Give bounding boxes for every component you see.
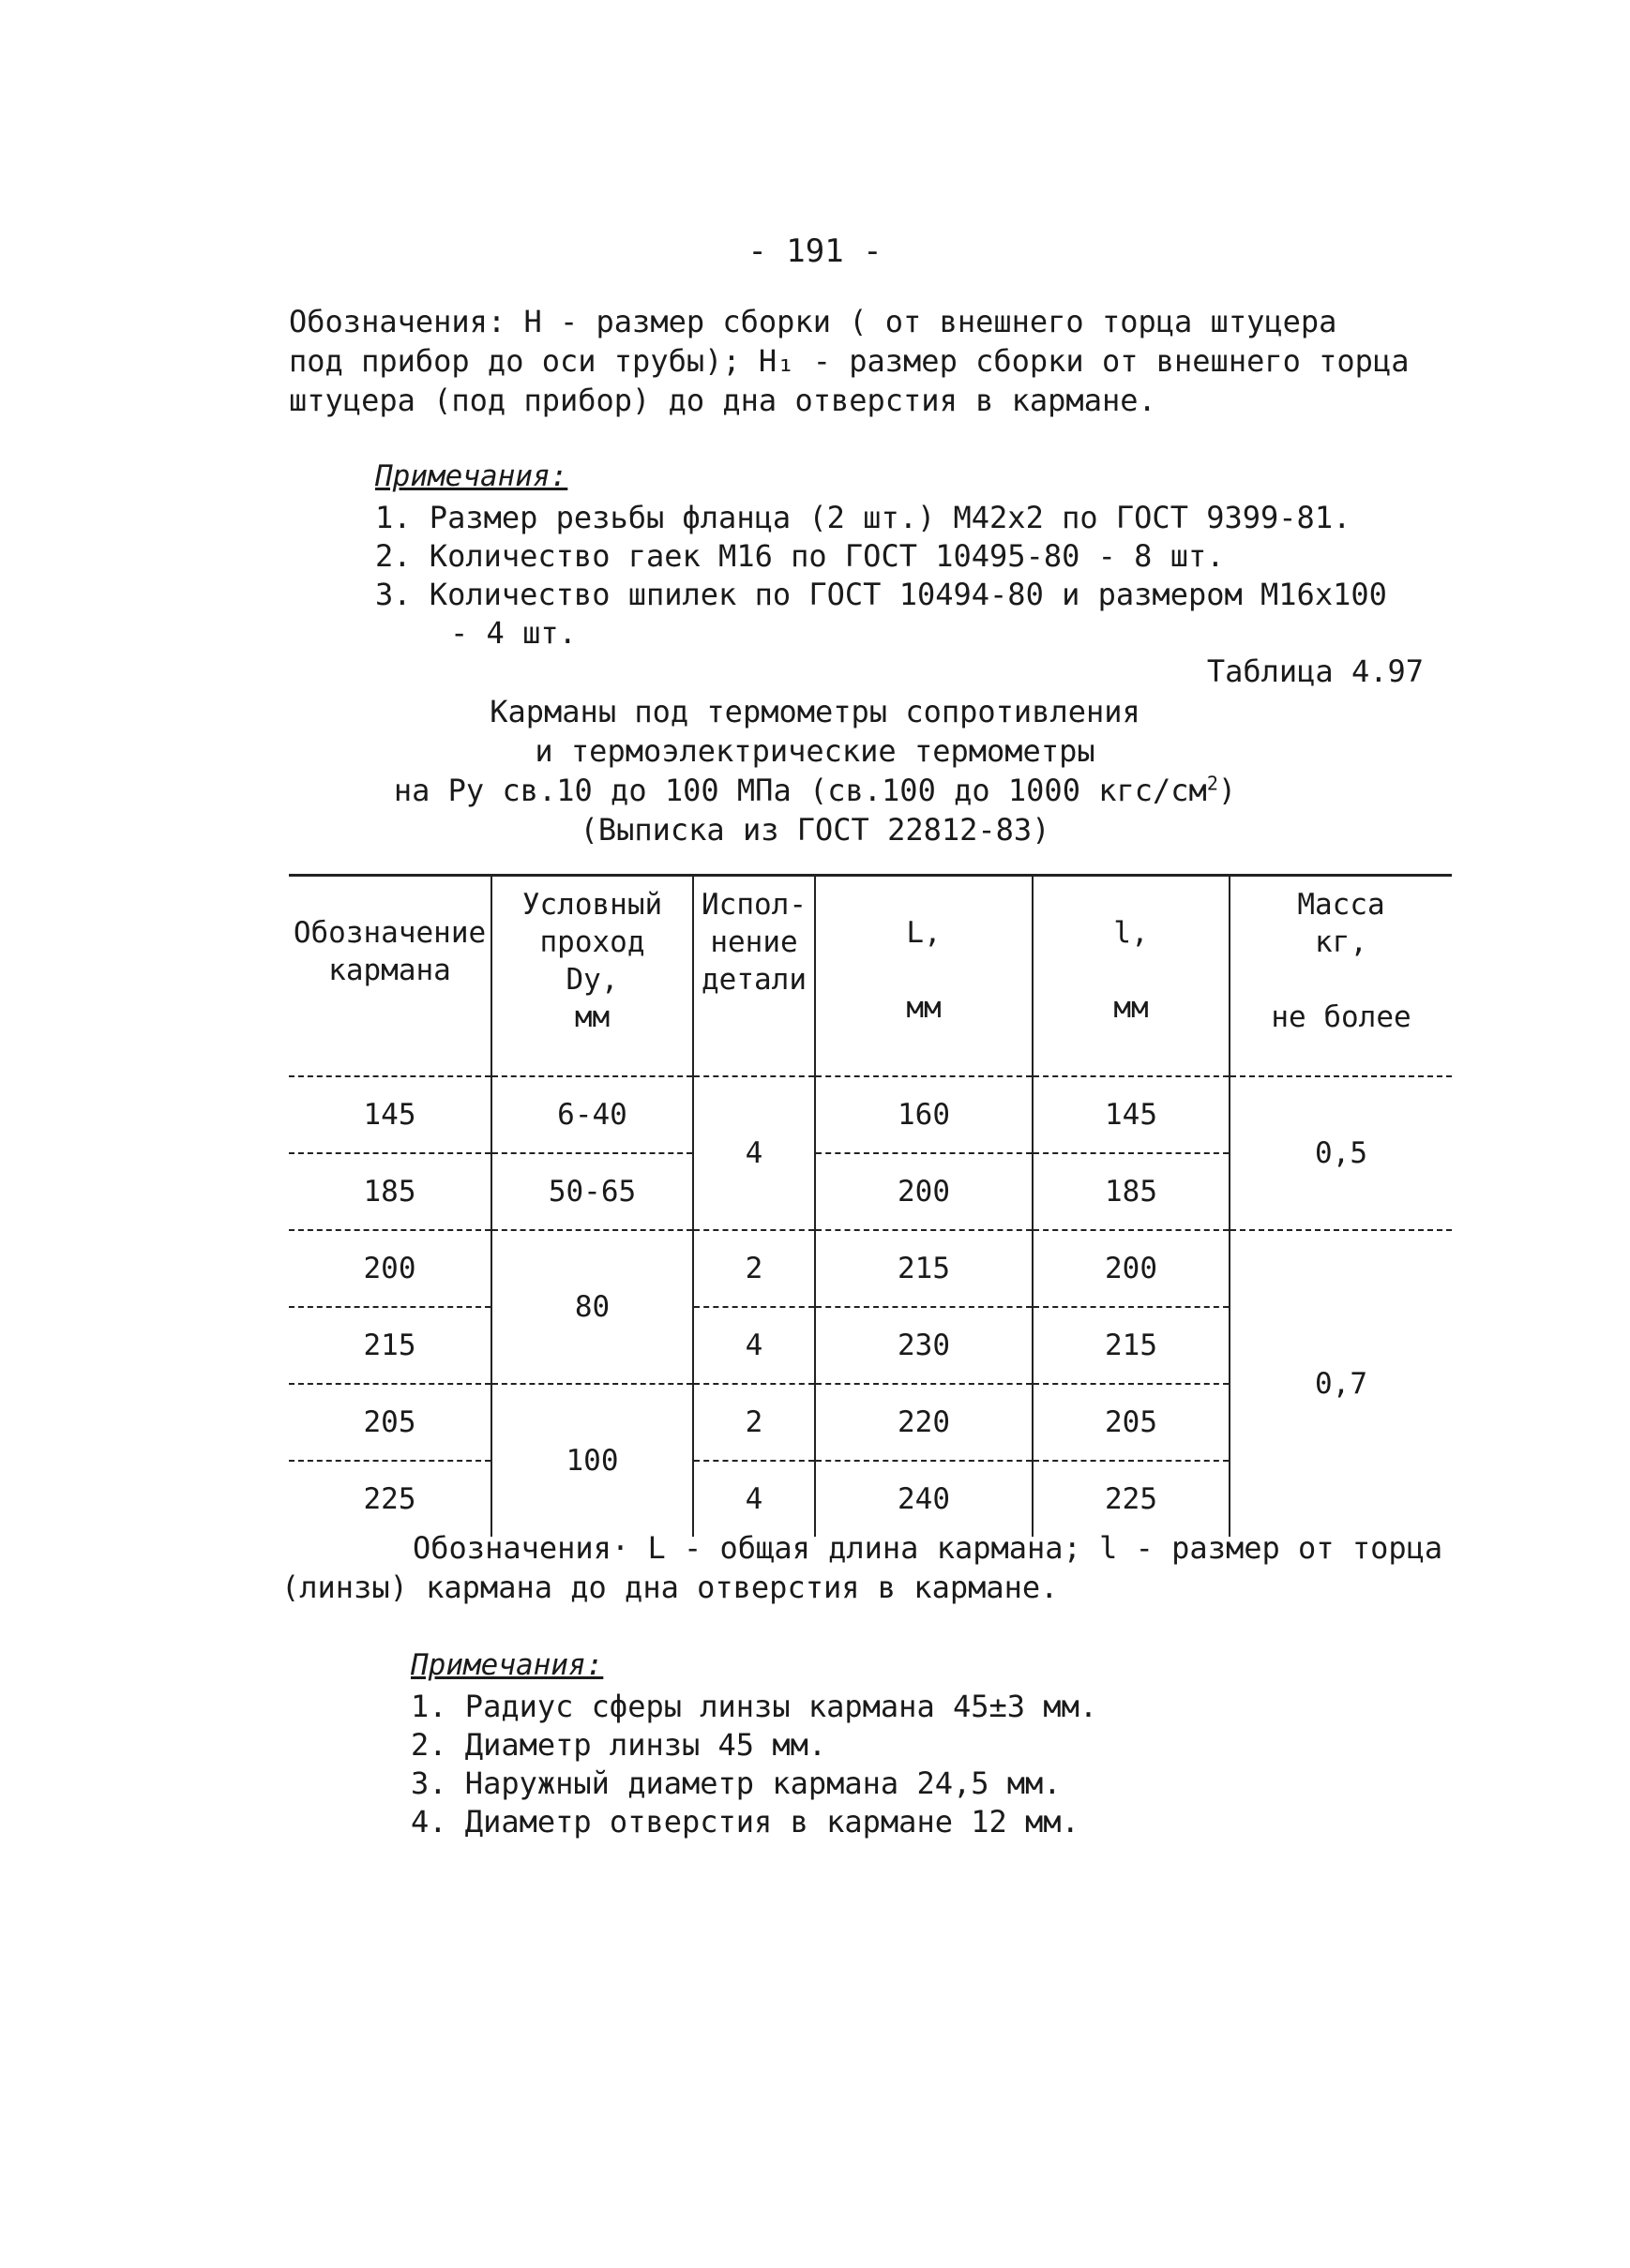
cell-nominal-merged: 80 <box>491 1230 693 1384</box>
table-title-line-1: Карманы под термометры сопротивления <box>490 694 1140 729</box>
designations-1-line-1: Обозначения: H - размер сборки ( от внешнего торца штуцера <box>289 304 1337 339</box>
designations-2-line-1: Обозначения· L - общая длина кармана; l - размер от торца <box>413 1530 1443 1566</box>
cell-version: 2 <box>693 1384 815 1461</box>
page-number: - 191 - <box>747 233 883 270</box>
table-row <box>289 1230 1452 1307</box>
cell-L: 215 <box>815 1230 1033 1307</box>
cell-version: 4 <box>693 1461 815 1537</box>
cell-version: 4 <box>693 1307 815 1384</box>
designations-1-line-2: под прибор до оси трубы); H₁ - размер сборки от внешнего торца <box>289 343 1410 379</box>
header-length-L: L, мм <box>815 876 1033 1077</box>
table-title-line-2: и термоэлектрические термометры <box>535 733 1095 769</box>
table-header-row <box>289 876 1452 1077</box>
cell-designation: 185 <box>363 1175 416 1209</box>
cell-mass-merged: 0,5 <box>1230 1076 1452 1230</box>
notes-2-item: 2. Диаметр линзы 45 мм. <box>411 1727 827 1763</box>
table-title-superscript: 2 <box>1206 772 1218 795</box>
cell-nominal: 6-40 <box>491 1076 693 1153</box>
cell-designation: 200 <box>363 1252 416 1285</box>
notes-2-list <box>411 1688 1097 1841</box>
notes-2-heading: Примечания: <box>411 1648 604 1682</box>
cell-version: 2 <box>693 1230 815 1307</box>
cell-l: 215 <box>1033 1307 1230 1384</box>
notes-2-item: 1. Радиус сферы линзы кармана 45±3 мм. <box>411 1689 1098 1724</box>
cell-L: 240 <box>815 1461 1033 1537</box>
table-title-line-3-close: ) <box>1217 773 1237 808</box>
cell-designation: 225 <box>363 1482 416 1516</box>
cell-nominal: 50-65 <box>491 1153 693 1230</box>
table-title <box>0 692 1630 849</box>
notes-1-heading: Примечания: <box>375 459 568 493</box>
table-row <box>289 1076 1452 1153</box>
table-title-line-3-text: на Ру св.10 до 100 МПа (св.100 до 1000 кгс/см <box>393 773 1207 808</box>
cell-L: 200 <box>815 1153 1033 1230</box>
designations-paragraph-2 <box>281 1528 1444 1607</box>
cell-l: 205 <box>1033 1384 1230 1461</box>
notes-1-item: 3. Количество шпилек по ГОСТ 10494-80 и размером M16x100 <box>375 577 1387 612</box>
designations-2-line-2: (линзы) кармана до дна отверстия в кармане. <box>281 1570 1059 1605</box>
pockets-table <box>289 874 1452 1537</box>
cell-L: 160 <box>815 1076 1033 1153</box>
notes-1-item: 2. Количество гаек M16 по ГОСТ 10495-80 - 8 шт. <box>375 538 1225 574</box>
notes-2-item: 4. Диаметр отверстия в кармане 12 мм. <box>411 1804 1079 1840</box>
designations-1-line-3: штуцера (под прибор) до дна отверстия в кармане. <box>289 383 1156 418</box>
notes-1-item: 1. Размер резьбы фланца (2 шт.) M42x2 по ГОСТ 9399-81. <box>375 500 1351 535</box>
cell-L: 230 <box>815 1307 1033 1384</box>
cell-nominal-merged: 100 <box>491 1384 693 1537</box>
cell-designation: 205 <box>363 1405 416 1439</box>
header-length-l: l, мм <box>1033 876 1230 1077</box>
cell-l: 200 <box>1033 1230 1230 1307</box>
cell-L: 220 <box>815 1384 1033 1461</box>
header-mass: Масса кг, не более <box>1230 876 1452 1077</box>
cell-designation: 215 <box>363 1329 416 1362</box>
header-designation: Обозначение кармана <box>293 916 487 987</box>
cell-l: 185 <box>1033 1153 1230 1230</box>
table-title-line-3 <box>0 771 1630 810</box>
cell-version-merged: 4 <box>693 1076 815 1230</box>
table-title-line-4: (Выписка из ГОСТ 22812-83) <box>580 812 1050 848</box>
notes-1-list <box>375 499 1387 653</box>
notes-1-item-continuation: - 4 шт. <box>450 615 577 651</box>
header-version: Испол- нение детали <box>693 876 815 1077</box>
designations-paragraph-1 <box>289 302 1452 420</box>
cell-designation: 145 <box>363 1098 416 1132</box>
header-nominal-bore: Условный проход Dy, мм <box>491 876 693 1077</box>
notes-2-item: 3. Наружный диаметр кармана 24,5 мм. <box>411 1765 1062 1801</box>
cell-l: 145 <box>1033 1076 1230 1153</box>
table-label: Таблица 4.97 <box>1206 653 1424 689</box>
cell-l: 225 <box>1033 1461 1230 1537</box>
cell-mass-merged: 0,7 <box>1230 1230 1452 1537</box>
